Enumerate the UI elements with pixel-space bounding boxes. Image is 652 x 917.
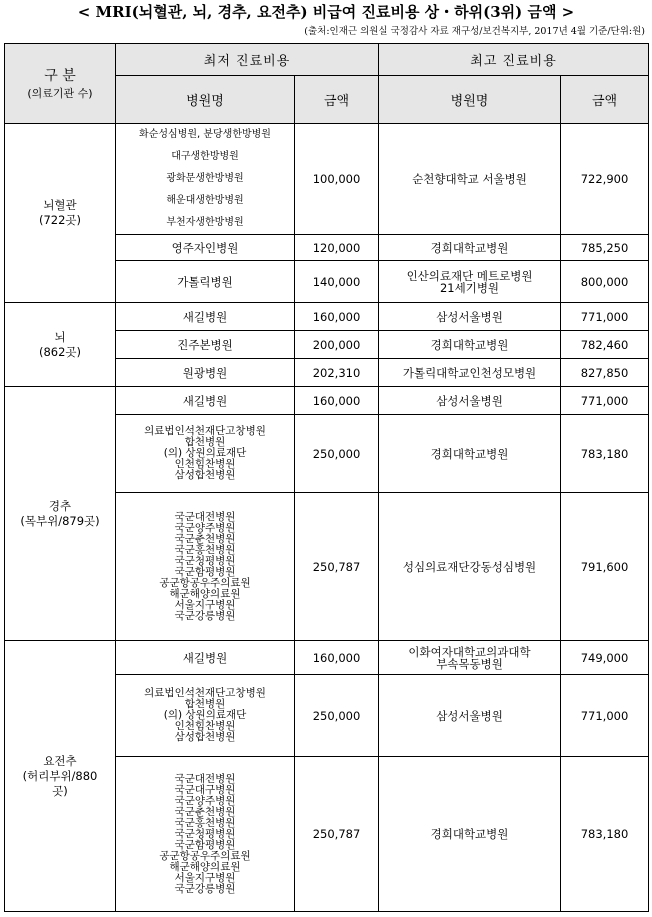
table-row [5,124,649,235]
min-hospital-cell: 영주자인병원 [116,235,295,261]
max-hospital-cell [379,261,561,303]
category-count: (허리부위/880 [22,768,98,783]
min-hospital-cell: 가톨릭병원 [116,261,295,303]
hospital-name: 국군홍천병원 [174,816,236,829]
max-amount-cell: 771,000 [561,387,649,415]
hospital-name: 국군춘천병원 [174,532,236,545]
max-hospital-cell: 경희대학교병원 [379,331,561,359]
hospital-name: 국군양주병원 [174,794,236,807]
category-header [5,44,116,124]
category-cell [5,303,116,387]
max-hospital-cell: 삼성서울병원 [379,675,561,757]
max-hospital-cell: 삼성서울병원 [379,303,561,331]
min-hospital-cell: 원광병원 [116,359,295,387]
min-amount-cell: 250,787 [295,493,379,641]
hospital-name: 해운대생한방병원 [166,195,244,206]
hospital-name: 이화여자대학교의과대학 [408,644,531,659]
min-hospital-cell [116,124,295,235]
max-hospital-cell: 삼성서울병원 [379,387,561,415]
min-amount-cell: 120,000 [295,235,379,261]
min-amount-cell: 140,000 [295,261,379,303]
hospital-name: 서울지구병원 [174,598,236,611]
max-hospital-cell [379,641,561,675]
min-hospital-cell: 새길병원 [116,641,295,675]
mri-cost-table [4,43,649,912]
min-amount-col-header: 금액 [295,76,379,124]
max-amount-col-header: 금액 [561,76,649,124]
hospital-name: 부속목동병원 [436,656,503,671]
hospital-name: 국군함평병원 [174,838,236,851]
source-note: (출처:인재근 의원실 국정감사 자료 재구성/보건복지부, 2017년 4월 기준/단위:원) [304,26,645,37]
max-amount-cell: 800,000 [561,261,649,303]
max-amount-cell: 785,250 [561,235,649,261]
hospital-name: 대구생한방병원 [171,151,239,162]
min-hospital-cell: 새길병원 [116,303,295,331]
category-cell [5,641,116,912]
hospital-name: 부천자생한방병원 [166,217,244,228]
hospital-name: 공군항공우주의료원 [159,576,251,589]
hospital-name: 해군해양의료원 [169,587,241,600]
max-hospital-cell: 가톨릭대학교인천성모병원 [379,359,561,387]
hospital-name: 국군함평병원 [174,565,236,578]
min-hospital-col-header: 병원명 [116,76,295,124]
hospital-name: 국군춘천병원 [174,805,236,818]
max-hospital-cell: 순천향대학교 서울병원 [379,124,561,235]
hospital-name: 국군대전병원 [174,510,236,523]
category-name: 경추 [48,498,72,513]
hospital-name: 광화문생한방병원 [166,173,244,184]
max-hospital-cell: 경희대학교병원 [379,757,561,912]
table-row [5,303,649,331]
min-amount-cell: 250,000 [295,675,379,757]
category-cell [5,124,116,303]
hospital-name: 공군항공우주의료원 [159,849,251,862]
category-header-label: 구 분 [44,67,76,84]
hospital-name: 국군대전병원 [174,772,236,785]
document-title: < MRI(뇌혈관, 뇌, 경추, 요전추) 비급여 진료비용 상・하위(3위) 금액 > [77,3,575,21]
hospital-name: 화순성심병원, 분당생한방병원 [139,129,271,140]
category-name: 뇌 [54,329,66,344]
category-name: 뇌혈관 [43,198,77,212]
min-hospital-cell: 새길병원 [116,387,295,415]
hospital-name: 서울지구병원 [174,871,236,884]
hospital-name: 인천힘찬병원 [174,720,236,732]
max-hospital-cell: 경희대학교병원 [379,235,561,261]
max-amount-cell: 783,180 [561,757,649,912]
min-hospital-cell [116,415,295,493]
min-amount-cell: 160,000 [295,303,379,331]
hospital-name: 삼성합천병원 [174,731,236,743]
min-cost-header: 최저 진료비용 [116,44,379,76]
hospital-name: 해군해양의료원 [169,860,241,873]
category-cell [5,387,116,641]
hospital-name: 국군대구병원 [174,783,236,796]
hospital-name: (의) 상원의료재단 [163,447,247,459]
category-header-sub: (의료기관 수) [27,86,93,100]
max-amount-cell: 749,000 [561,641,649,675]
hospital-name: (의) 상원의료재단 [163,709,247,721]
table-row [5,641,649,675]
hospital-name: 인천힘찬병원 [174,458,236,470]
hospital-name: 합천병원 [184,436,226,448]
max-amount-cell: 827,850 [561,359,649,387]
max-amount-cell: 771,000 [561,303,649,331]
min-hospital-cell [116,757,295,912]
min-hospital-cell: 진주본병원 [116,331,295,359]
hospital-name: 의료법인석천재단고창병원 [144,687,266,699]
hospital-name: 국군청평병원 [174,827,236,840]
table-row [5,387,649,415]
hospital-name: 국군청평병원 [174,554,236,567]
min-amount-cell: 100,000 [295,124,379,235]
category-count: (목부위/879곳) [20,513,100,528]
min-amount-cell: 160,000 [295,641,379,675]
min-amount-cell: 202,310 [295,359,379,387]
min-amount-cell: 200,000 [295,331,379,359]
hospital-name: 국군강릉병원 [174,882,236,895]
hospital-name: 국군양주병원 [174,521,236,534]
hospital-name: 21세기병원 [439,280,500,295]
category-name: 요전추 [43,753,77,768]
max-amount-cell: 771,000 [561,675,649,757]
hospital-name: 합천병원 [184,698,226,710]
hospital-name: 삼성합천병원 [174,469,236,481]
max-hospital-col-header: 병원명 [379,76,561,124]
max-hospital-cell: 경희대학교병원 [379,415,561,493]
hospital-name: 국군홍천병원 [174,543,236,556]
hospital-name: 인산의료재단 메트로병원 [406,268,533,283]
max-cost-header: 최고 진료비용 [379,44,649,76]
max-amount-cell: 791,600 [561,493,649,641]
min-hospital-cell [116,675,295,757]
hospital-name: 의료법인석천재단고창병원 [144,425,266,437]
min-amount-cell: 160,000 [295,387,379,415]
max-amount-cell: 722,900 [561,124,649,235]
category-count: (722곳) [38,213,82,227]
max-amount-cell: 782,460 [561,331,649,359]
min-amount-cell: 250,000 [295,415,379,493]
min-amount-cell: 250,787 [295,757,379,912]
min-hospital-cell [116,493,295,641]
category-count: (862곳) [38,344,82,359]
max-amount-cell: 783,180 [561,415,649,493]
max-hospital-cell: 성심의료재단강동성심병원 [379,493,561,641]
category-count: 곳) [52,783,68,798]
hospital-name: 국군강릉병원 [174,609,236,622]
